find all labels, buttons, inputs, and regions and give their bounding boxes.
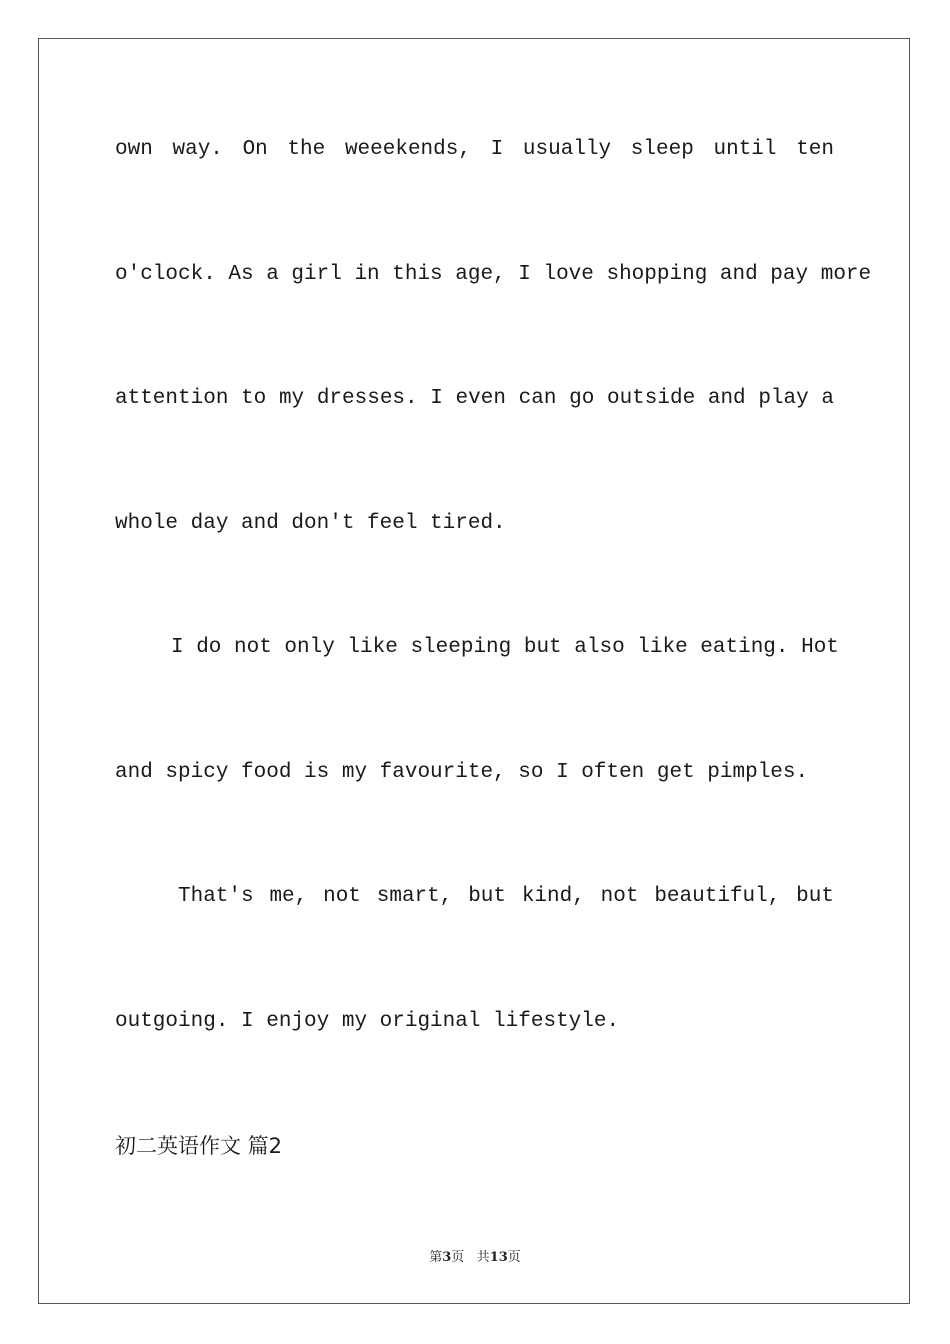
current-page-number: 3 — [442, 1250, 452, 1265]
total-page-count: 13 — [489, 1250, 508, 1265]
body-text-line: whole day and don't feel tired. — [115, 512, 506, 535]
body-text-line: I do not only like sleeping but also like eating. Hot — [171, 636, 839, 659]
body-text-line: own way. On the weeekends, I usually sleep until ten — [115, 138, 834, 161]
body-text-line: and spicy food is my favourite, so I often get pimples. — [115, 761, 809, 784]
page-border — [38, 38, 910, 1304]
total-suffix: 页 — [507, 1250, 521, 1265]
body-text-line: outgoing. I enjoy my original lifestyle. — [115, 1010, 620, 1033]
page-footer — [0, 1246, 950, 1265]
body-text-line: That's me, not smart, but kind, not beautiful, but — [178, 885, 834, 908]
page-suffix: 页 — [451, 1250, 465, 1265]
section-heading: 初二英语作文 篇2 — [115, 1134, 283, 1158]
body-text-line: o'clock. As a girl in this age, I love shopping and pay more — [115, 263, 872, 286]
page-prefix: 第 — [429, 1250, 443, 1265]
body-text-line: attention to my dresses. I even can go outside and play a — [115, 387, 834, 410]
total-prefix: 共 — [476, 1250, 490, 1265]
